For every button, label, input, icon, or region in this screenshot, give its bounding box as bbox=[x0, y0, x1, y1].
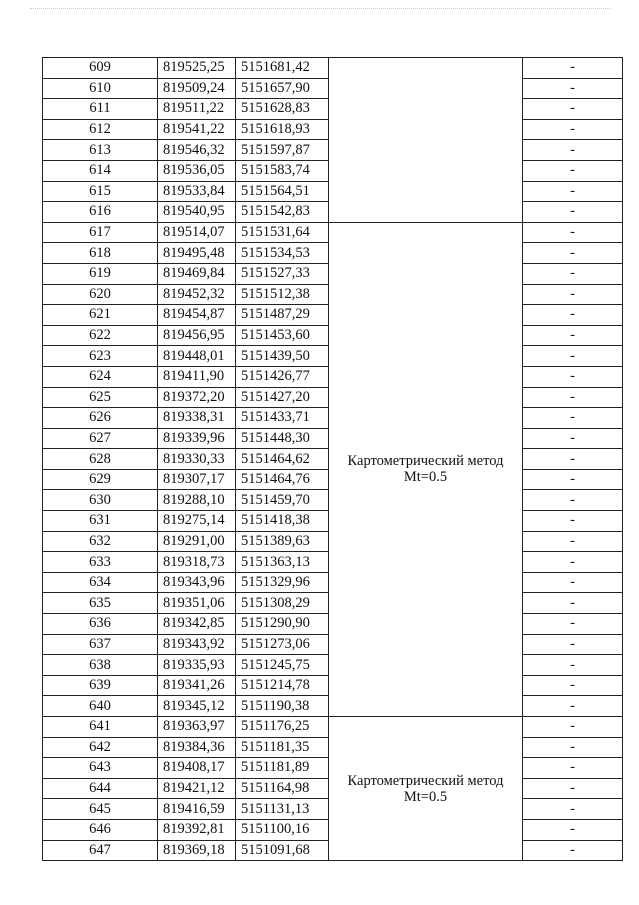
y-coordinate-cell: 5151329,96 bbox=[236, 572, 329, 593]
x-coordinate-cell: 819469,84 bbox=[158, 263, 236, 284]
dash-cell: - bbox=[523, 387, 623, 408]
x-coordinate-cell: 819411,90 bbox=[158, 366, 236, 387]
y-coordinate-cell: 5151453,60 bbox=[236, 325, 329, 346]
dash-cell: - bbox=[523, 696, 623, 717]
y-coordinate-cell: 5151245,75 bbox=[236, 655, 329, 676]
dash-cell: - bbox=[523, 202, 623, 223]
dash-cell: - bbox=[523, 305, 623, 326]
point-number-cell: 615 bbox=[43, 181, 158, 202]
dash-cell: - bbox=[523, 181, 623, 202]
dash-cell: - bbox=[523, 160, 623, 181]
method-name: Картометрический метод bbox=[347, 453, 504, 470]
method-cell bbox=[329, 717, 523, 861]
x-coordinate-cell: 819541,22 bbox=[158, 119, 236, 140]
x-coordinate-cell: 819291,00 bbox=[158, 531, 236, 552]
dash-cell: - bbox=[523, 552, 623, 573]
y-coordinate-cell: 5151681,42 bbox=[236, 58, 329, 79]
table-row bbox=[43, 58, 623, 79]
dash-cell: - bbox=[523, 408, 623, 429]
dash-cell: - bbox=[523, 243, 623, 264]
point-number-cell: 610 bbox=[43, 78, 158, 99]
point-number-cell: 611 bbox=[43, 99, 158, 120]
point-number-cell: 647 bbox=[43, 840, 158, 861]
dash-cell: - bbox=[523, 799, 623, 820]
x-coordinate-cell: 819338,31 bbox=[158, 408, 236, 429]
point-number-cell: 631 bbox=[43, 511, 158, 532]
method-cell bbox=[329, 58, 523, 223]
y-coordinate-cell: 5151464,76 bbox=[236, 469, 329, 490]
dash-cell: - bbox=[523, 263, 623, 284]
x-coordinate-cell: 819392,81 bbox=[158, 819, 236, 840]
dash-cell: - bbox=[523, 511, 623, 532]
y-coordinate-cell: 5151389,63 bbox=[236, 531, 329, 552]
y-coordinate-cell: 5151190,38 bbox=[236, 696, 329, 717]
y-coordinate-cell: 5151290,90 bbox=[236, 614, 329, 635]
coordinates-table-body bbox=[43, 58, 623, 861]
point-number-cell: 644 bbox=[43, 778, 158, 799]
y-coordinate-cell: 5151527,33 bbox=[236, 263, 329, 284]
x-coordinate-cell: 819341,26 bbox=[158, 675, 236, 696]
x-coordinate-cell: 819335,93 bbox=[158, 655, 236, 676]
x-coordinate-cell: 819369,18 bbox=[158, 840, 236, 861]
dash-cell: - bbox=[523, 778, 623, 799]
y-coordinate-cell: 5151464,62 bbox=[236, 449, 329, 470]
point-number-cell: 616 bbox=[43, 202, 158, 223]
dash-cell: - bbox=[523, 572, 623, 593]
point-number-cell: 613 bbox=[43, 140, 158, 161]
point-number-cell: 639 bbox=[43, 675, 158, 696]
x-coordinate-cell: 819343,92 bbox=[158, 634, 236, 655]
point-number-cell: 624 bbox=[43, 366, 158, 387]
x-coordinate-cell: 819416,59 bbox=[158, 799, 236, 820]
dash-cell: - bbox=[523, 675, 623, 696]
x-coordinate-cell: 819448,01 bbox=[158, 346, 236, 367]
point-number-cell: 634 bbox=[43, 572, 158, 593]
x-coordinate-cell: 819456,95 bbox=[158, 325, 236, 346]
point-number-cell: 646 bbox=[43, 819, 158, 840]
x-coordinate-cell: 819421,12 bbox=[158, 778, 236, 799]
table-row bbox=[43, 222, 623, 243]
dash-cell: - bbox=[523, 614, 623, 635]
point-number-cell: 642 bbox=[43, 737, 158, 758]
method-accuracy: Mt=0.5 bbox=[403, 469, 448, 486]
y-coordinate-cell: 5151459,70 bbox=[236, 490, 329, 511]
dash-cell: - bbox=[523, 469, 623, 490]
dash-cell: - bbox=[523, 634, 623, 655]
y-coordinate-cell: 5151628,83 bbox=[236, 99, 329, 120]
dash-cell: - bbox=[523, 449, 623, 470]
point-number-cell: 628 bbox=[43, 449, 158, 470]
dash-cell: - bbox=[523, 428, 623, 449]
y-coordinate-cell: 5151363,13 bbox=[236, 552, 329, 573]
point-number-cell: 617 bbox=[43, 222, 158, 243]
x-coordinate-cell: 819275,14 bbox=[158, 511, 236, 532]
y-coordinate-cell: 5151418,38 bbox=[236, 511, 329, 532]
method-name: Картометрический метод bbox=[347, 772, 504, 789]
point-number-cell: 641 bbox=[43, 717, 158, 738]
point-number-cell: 619 bbox=[43, 263, 158, 284]
point-number-cell: 637 bbox=[43, 634, 158, 655]
y-coordinate-cell: 5151531,64 bbox=[236, 222, 329, 243]
x-coordinate-cell: 819536,05 bbox=[158, 160, 236, 181]
method-accuracy: Mt=0.5 bbox=[403, 788, 448, 805]
y-coordinate-cell: 5151448,30 bbox=[236, 428, 329, 449]
point-number-cell: 630 bbox=[43, 490, 158, 511]
dash-cell: - bbox=[523, 758, 623, 779]
dash-cell: - bbox=[523, 737, 623, 758]
x-coordinate-cell: 819452,32 bbox=[158, 284, 236, 305]
point-number-cell: 643 bbox=[43, 758, 158, 779]
point-number-cell: 622 bbox=[43, 325, 158, 346]
y-coordinate-cell: 5151131,13 bbox=[236, 799, 329, 820]
dash-cell: - bbox=[523, 325, 623, 346]
dash-cell: - bbox=[523, 222, 623, 243]
dash-cell: - bbox=[523, 593, 623, 614]
x-coordinate-cell: 819408,17 bbox=[158, 758, 236, 779]
x-coordinate-cell: 819339,96 bbox=[158, 428, 236, 449]
dash-cell: - bbox=[523, 284, 623, 305]
x-coordinate-cell: 819343,96 bbox=[158, 572, 236, 593]
y-coordinate-cell: 5151273,06 bbox=[236, 634, 329, 655]
method-cell bbox=[329, 222, 523, 716]
point-number-cell: 612 bbox=[43, 119, 158, 140]
dash-cell: - bbox=[523, 840, 623, 861]
point-number-cell: 618 bbox=[43, 243, 158, 264]
point-number-cell: 632 bbox=[43, 531, 158, 552]
x-coordinate-cell: 819330,33 bbox=[158, 449, 236, 470]
x-coordinate-cell: 819454,87 bbox=[158, 305, 236, 326]
point-number-cell: 638 bbox=[43, 655, 158, 676]
x-coordinate-cell: 819533,84 bbox=[158, 181, 236, 202]
x-coordinate-cell: 819345,12 bbox=[158, 696, 236, 717]
point-number-cell: 621 bbox=[43, 305, 158, 326]
table-row bbox=[43, 717, 623, 738]
y-coordinate-cell: 5151427,20 bbox=[236, 387, 329, 408]
point-number-cell: 609 bbox=[43, 58, 158, 79]
y-coordinate-cell: 5151564,51 bbox=[236, 181, 329, 202]
y-coordinate-cell: 5151181,35 bbox=[236, 737, 329, 758]
point-number-cell: 623 bbox=[43, 346, 158, 367]
dash-cell: - bbox=[523, 717, 623, 738]
point-number-cell: 626 bbox=[43, 408, 158, 429]
y-coordinate-cell: 5151100,16 bbox=[236, 819, 329, 840]
y-coordinate-cell: 5151487,29 bbox=[236, 305, 329, 326]
y-coordinate-cell: 5151618,93 bbox=[236, 119, 329, 140]
y-coordinate-cell: 5151181,89 bbox=[236, 758, 329, 779]
x-coordinate-cell: 819514,07 bbox=[158, 222, 236, 243]
dash-cell: - bbox=[523, 140, 623, 161]
y-coordinate-cell: 5151439,50 bbox=[236, 346, 329, 367]
x-coordinate-cell: 819511,22 bbox=[158, 99, 236, 120]
y-coordinate-cell: 5151091,68 bbox=[236, 840, 329, 861]
point-number-cell: 627 bbox=[43, 428, 158, 449]
dash-cell: - bbox=[523, 78, 623, 99]
x-coordinate-cell: 819525,25 bbox=[158, 58, 236, 79]
x-coordinate-cell: 819546,32 bbox=[158, 140, 236, 161]
x-coordinate-cell: 819351,06 bbox=[158, 593, 236, 614]
y-coordinate-cell: 5151542,83 bbox=[236, 202, 329, 223]
y-coordinate-cell: 5151426,77 bbox=[236, 366, 329, 387]
dash-cell: - bbox=[523, 99, 623, 120]
y-coordinate-cell: 5151433,71 bbox=[236, 408, 329, 429]
y-coordinate-cell: 5151583,74 bbox=[236, 160, 329, 181]
dash-cell: - bbox=[523, 655, 623, 676]
x-coordinate-cell: 819495,48 bbox=[158, 243, 236, 264]
dash-cell: - bbox=[523, 119, 623, 140]
x-coordinate-cell: 819307,17 bbox=[158, 469, 236, 490]
dash-cell: - bbox=[523, 490, 623, 511]
x-coordinate-cell: 819384,36 bbox=[158, 737, 236, 758]
dash-cell: - bbox=[523, 58, 623, 79]
point-number-cell: 635 bbox=[43, 593, 158, 614]
y-coordinate-cell: 5151164,98 bbox=[236, 778, 329, 799]
point-number-cell: 620 bbox=[43, 284, 158, 305]
x-coordinate-cell: 819288,10 bbox=[158, 490, 236, 511]
dash-cell: - bbox=[523, 346, 623, 367]
point-number-cell: 614 bbox=[43, 160, 158, 181]
x-coordinate-cell: 819372,20 bbox=[158, 387, 236, 408]
page-header-rule bbox=[30, 8, 610, 9]
y-coordinate-cell: 5151534,53 bbox=[236, 243, 329, 264]
y-coordinate-cell: 5151512,38 bbox=[236, 284, 329, 305]
point-number-cell: 640 bbox=[43, 696, 158, 717]
point-number-cell: 645 bbox=[43, 799, 158, 820]
point-number-cell: 636 bbox=[43, 614, 158, 635]
point-number-cell: 625 bbox=[43, 387, 158, 408]
x-coordinate-cell: 819342,85 bbox=[158, 614, 236, 635]
dash-cell: - bbox=[523, 819, 623, 840]
x-coordinate-cell: 819540,95 bbox=[158, 202, 236, 223]
y-coordinate-cell: 5151214,78 bbox=[236, 675, 329, 696]
x-coordinate-cell: 819318,73 bbox=[158, 552, 236, 573]
point-number-cell: 633 bbox=[43, 552, 158, 573]
point-number-cell: 629 bbox=[43, 469, 158, 490]
x-coordinate-cell: 819363,97 bbox=[158, 717, 236, 738]
coordinates-table bbox=[42, 57, 623, 861]
dash-cell: - bbox=[523, 531, 623, 552]
x-coordinate-cell: 819509,24 bbox=[158, 78, 236, 99]
y-coordinate-cell: 5151657,90 bbox=[236, 78, 329, 99]
y-coordinate-cell: 5151176,25 bbox=[236, 717, 329, 738]
dash-cell: - bbox=[523, 366, 623, 387]
y-coordinate-cell: 5151308,29 bbox=[236, 593, 329, 614]
y-coordinate-cell: 5151597,87 bbox=[236, 140, 329, 161]
